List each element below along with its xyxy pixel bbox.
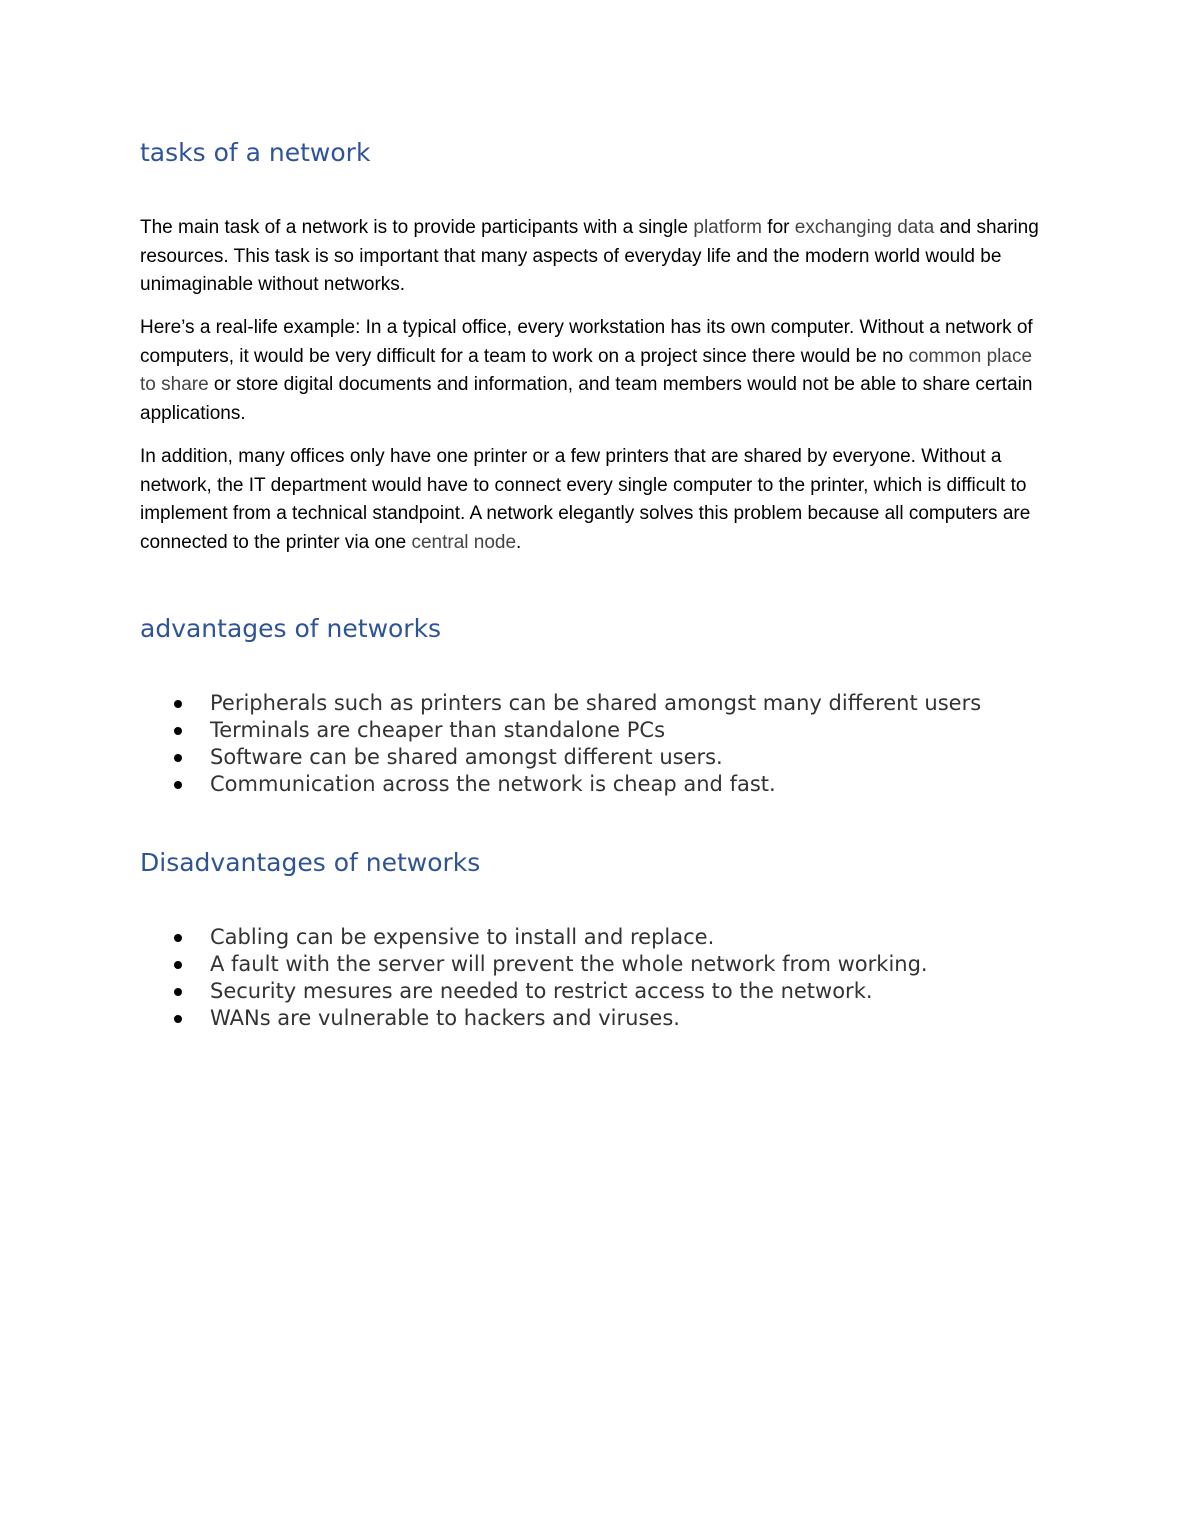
bullet-icon	[174, 1015, 182, 1023]
paragraph-main-task	[140, 214, 1050, 300]
list-item	[170, 924, 1070, 951]
heading-tasks-of-a-network: tasks of a network	[140, 138, 371, 167]
list-item-text: Security mesures are needed to restrict access to the network.	[210, 979, 873, 1003]
text-segment: The main task of a network is to provide participants with a single	[140, 217, 694, 238]
text-segment: .	[516, 531, 522, 553]
bullet-icon	[174, 700, 182, 708]
link-central-node[interactable]: central node	[411, 531, 517, 553]
list-item	[170, 1005, 1070, 1032]
list-item	[170, 978, 1070, 1005]
bullet-icon	[174, 754, 182, 762]
link-platform[interactable]: platform	[693, 217, 763, 238]
text-segment: Here’s a real-life example: In a typical office, every workstation has its own computer. Without a network of computers, it would be very difficult for a team to work on a project since there would be no	[140, 317, 1033, 367]
list-item-text: Peripherals such as printers can be shared amongst many different users	[210, 691, 982, 715]
list-item-text: WANs are vulnerable to hackers and viruses.	[210, 1006, 680, 1030]
paragraph-real-life-example	[140, 314, 1050, 428]
bullet-icon	[174, 781, 182, 789]
list-item	[170, 717, 1070, 744]
list-item	[170, 771, 1070, 798]
list-item-text: Terminals are cheaper than standalone PCs	[210, 718, 666, 742]
link-common-place-to-share[interactable]: common place to share	[140, 345, 1033, 395]
list-item	[170, 690, 1070, 717]
list-item-text: Communication across the network is cheap and fast.	[210, 772, 776, 796]
list-item-text: Cabling can be expensive to install and replace.	[210, 925, 715, 949]
list-item	[170, 951, 1070, 978]
bullet-icon	[174, 934, 182, 942]
bullet-icon	[174, 961, 182, 969]
text-segment: In addition, many offices only have one printer or a few printers that are shared by everyone. Without a network, the IT department would have to connect every single computer to the printer, which is difficult to implement from a technical standpoint. A network elegantly solves this problem because all computers are connected to the printer via one	[140, 446, 1031, 553]
link-exchanging-data[interactable]: exchanging data	[794, 217, 935, 238]
text-segment: and sharing resources. This task is so important that many aspects of everyday life and the modern world would be unimaginable without networks.	[140, 217, 1039, 295]
bullet-icon	[174, 988, 182, 996]
heading-disadvantages-of-networks: Disadvantages of networks	[140, 848, 481, 877]
advantages-list	[170, 690, 1070, 798]
bullet-icon	[174, 727, 182, 735]
disadvantages-list	[170, 924, 1070, 1032]
list-item-text: A fault with the server will prevent the whole network from working.	[210, 952, 928, 976]
paragraph-printers	[140, 443, 1050, 557]
text-segment: for	[762, 217, 795, 238]
list-item-text: Software can be shared amongst different users.	[210, 745, 723, 769]
heading-advantages-of-networks: advantages of networks	[140, 614, 442, 643]
list-item	[170, 744, 1070, 771]
text-segment: or store digital documents and information, and team members would not be able to share certain applications.	[140, 374, 1033, 424]
